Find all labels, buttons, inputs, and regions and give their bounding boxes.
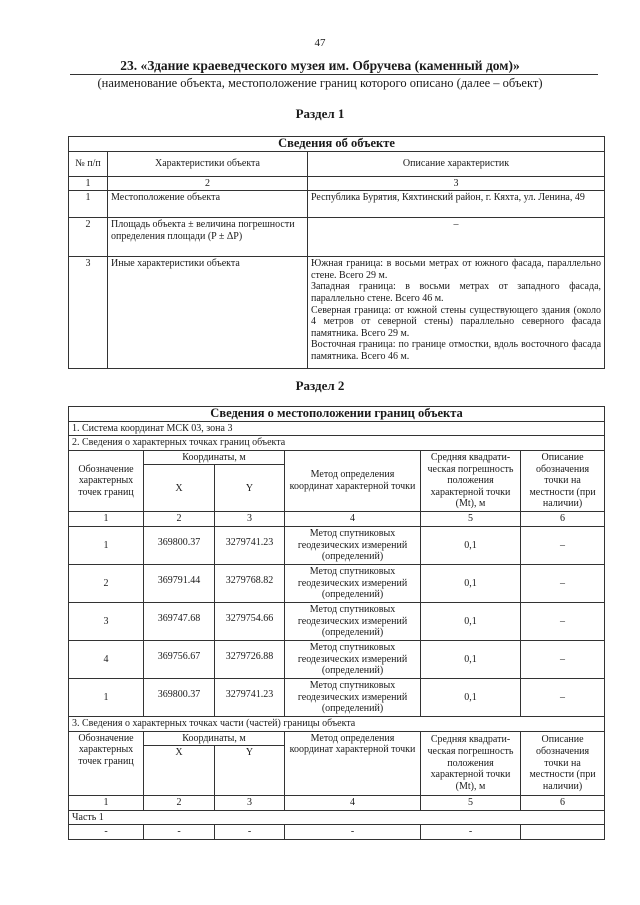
object-info-table-title: Сведения об объекте	[69, 137, 605, 152]
boundary-points-subtitle: 2. Сведения о характерных точках границ объекта	[69, 436, 605, 451]
object-info-table	[68, 136, 605, 369]
description-paragraph: Северная граница: от южной стены существующего здания (около 4 метров от северной стены) параллельно северного фасада памятника. Всего 29 м.	[311, 304, 602, 339]
point-method: Метод спутниковых геодезических измерений (определений)	[285, 564, 421, 602]
characteristic-description	[308, 218, 605, 257]
boundary-table-title: Сведения о местоположении границ объекта	[69, 407, 605, 422]
point-method: Метод спутниковых геодезических измерений (определений)	[285, 678, 421, 716]
index-cell: 3	[308, 176, 605, 191]
index-cell: 5	[421, 512, 521, 527]
header-characteristic: Характеристики объекта	[108, 151, 308, 176]
point-description: –	[521, 602, 605, 640]
part-cell: -	[285, 825, 421, 840]
characteristic-name: Иные характеристики объекта	[108, 257, 308, 369]
index-cell: 5	[421, 796, 521, 811]
table-row	[69, 678, 605, 716]
header-method: Метод определения координат характерной точки	[285, 450, 421, 512]
row-number: 1	[69, 191, 108, 218]
point-error: 0,1	[421, 640, 521, 678]
section1-heading: Раздел 1	[295, 106, 345, 121]
point-label: 4	[69, 640, 144, 678]
description-paragraph: Южная граница: в восьми метрах от южного фасада, параллельно стене. Всего 29 м.	[311, 258, 602, 281]
table-row	[69, 191, 605, 218]
point-y: 3279726.88	[215, 640, 285, 678]
index-cell: 4	[285, 796, 421, 811]
description-paragraph: Республика Бурятия, Кяхтинский район, г. Кяхта, ул. Ленина, 49	[311, 192, 585, 204]
point-x: 369800.37	[144, 678, 215, 716]
point-y: 3279768.82	[215, 564, 285, 602]
point-label: 2	[69, 564, 144, 602]
point-x: 369800.37	[144, 526, 215, 564]
document-subtitle: (наименование объекта, местоположение границ которого описано (далее – объект)	[97, 76, 543, 90]
table-row	[69, 825, 605, 840]
header-point-description: Описание обозначения точки на местности (при наличии)	[521, 731, 605, 796]
index-cell: 4	[285, 512, 421, 527]
index-cell: 3	[215, 512, 285, 527]
part-cell: -	[69, 825, 144, 840]
row-number: 3	[69, 257, 108, 369]
header-method: Метод определения координат характерной точки	[285, 731, 421, 796]
page-number: 47	[314, 37, 326, 49]
point-x: 369756.67	[144, 640, 215, 678]
header-point-description: Описание обозначения точки на местности (при наличии)	[521, 450, 605, 512]
characteristic-name: Площадь объекта ± величина погрешности определения площади (P ± ΔP)	[108, 218, 308, 257]
point-description: –	[521, 526, 605, 564]
table-row	[69, 564, 605, 602]
table-row	[69, 526, 605, 564]
characteristic-description	[308, 257, 605, 369]
header-coordinates: Координаты, м	[144, 731, 285, 746]
document-title: 23. «Здание краеведческого музея им. Обручева (каменный дом)»	[120, 58, 520, 73]
part-points-subtitle: 3. Сведения о характерных точках части (частей) границы объекта	[69, 716, 605, 731]
point-y: 3279754.66	[215, 602, 285, 640]
part-label: Часть 1	[69, 810, 605, 825]
part-cell: -	[421, 825, 521, 840]
header-error: Средняя квадрати-ческая погрешность положения характерной точки (Mt), м	[421, 731, 521, 796]
table-row	[69, 602, 605, 640]
index-cell: 2	[108, 176, 308, 191]
index-cell: 1	[69, 796, 144, 811]
part-cell	[521, 825, 605, 840]
part-cell: -	[144, 825, 215, 840]
header-description: Описание характеристик	[308, 151, 605, 176]
index-cell: 6	[521, 796, 605, 811]
point-description: –	[521, 640, 605, 678]
title-underline	[70, 74, 598, 75]
header-x: X	[144, 746, 215, 796]
point-method: Метод спутниковых геодезических измерений (определений)	[285, 526, 421, 564]
point-x: 369791.44	[144, 564, 215, 602]
index-cell: 3	[215, 796, 285, 811]
point-x: 369747.68	[144, 602, 215, 640]
part-cell: -	[215, 825, 285, 840]
header-x: X	[144, 465, 215, 512]
point-label: 1	[69, 678, 144, 716]
header-num: № п/п	[69, 151, 108, 176]
index-cell: 1	[69, 512, 144, 527]
point-error: 0,1	[421, 678, 521, 716]
point-description: –	[521, 678, 605, 716]
table-row	[69, 218, 605, 257]
header-coordinates: Координаты, м	[144, 450, 285, 465]
point-error: 0,1	[421, 564, 521, 602]
point-error: 0,1	[421, 602, 521, 640]
index-cell: 2	[144, 512, 215, 527]
index-cell: 1	[69, 176, 108, 191]
characteristic-description	[308, 191, 605, 218]
boundary-points-table	[68, 406, 605, 840]
characteristic-name: Местоположение объекта	[108, 191, 308, 218]
point-y: 3279741.23	[215, 678, 285, 716]
index-cell: 6	[521, 512, 605, 527]
table-row	[69, 640, 605, 678]
header-y: Y	[215, 746, 285, 796]
point-label: 3	[69, 602, 144, 640]
header-point: Обозначение характерных точек границ	[69, 731, 144, 796]
point-label: 1	[69, 526, 144, 564]
point-y: 3279741.23	[215, 526, 285, 564]
point-method: Метод спутниковых геодезических измерений (определений)	[285, 640, 421, 678]
section2-heading: Раздел 2	[295, 378, 345, 393]
index-cell: 2	[144, 796, 215, 811]
row-number: 2	[69, 218, 108, 257]
table-row	[69, 257, 605, 369]
description-paragraph: Восточная граница: по границе отмостки, вдоль восточного фасада памятника. Всего 46 м.	[311, 339, 602, 362]
description-paragraph: –	[453, 219, 459, 231]
header-error: Средняя квадрати-ческая погрешность положения характерной точки (Mt), м	[421, 450, 521, 512]
point-description: –	[521, 564, 605, 602]
header-y: Y	[215, 465, 285, 512]
coordinate-system: 1. Система координат МСК 03, зона 3	[69, 421, 605, 436]
header-point: Обозначение характерных точек границ	[69, 450, 144, 512]
point-error: 0,1	[421, 526, 521, 564]
description-paragraph: Западная граница: в восьми метрах от западного фасада, параллельно стене. Всего 46 м.	[311, 281, 602, 304]
point-method: Метод спутниковых геодезических измерений (определений)	[285, 602, 421, 640]
